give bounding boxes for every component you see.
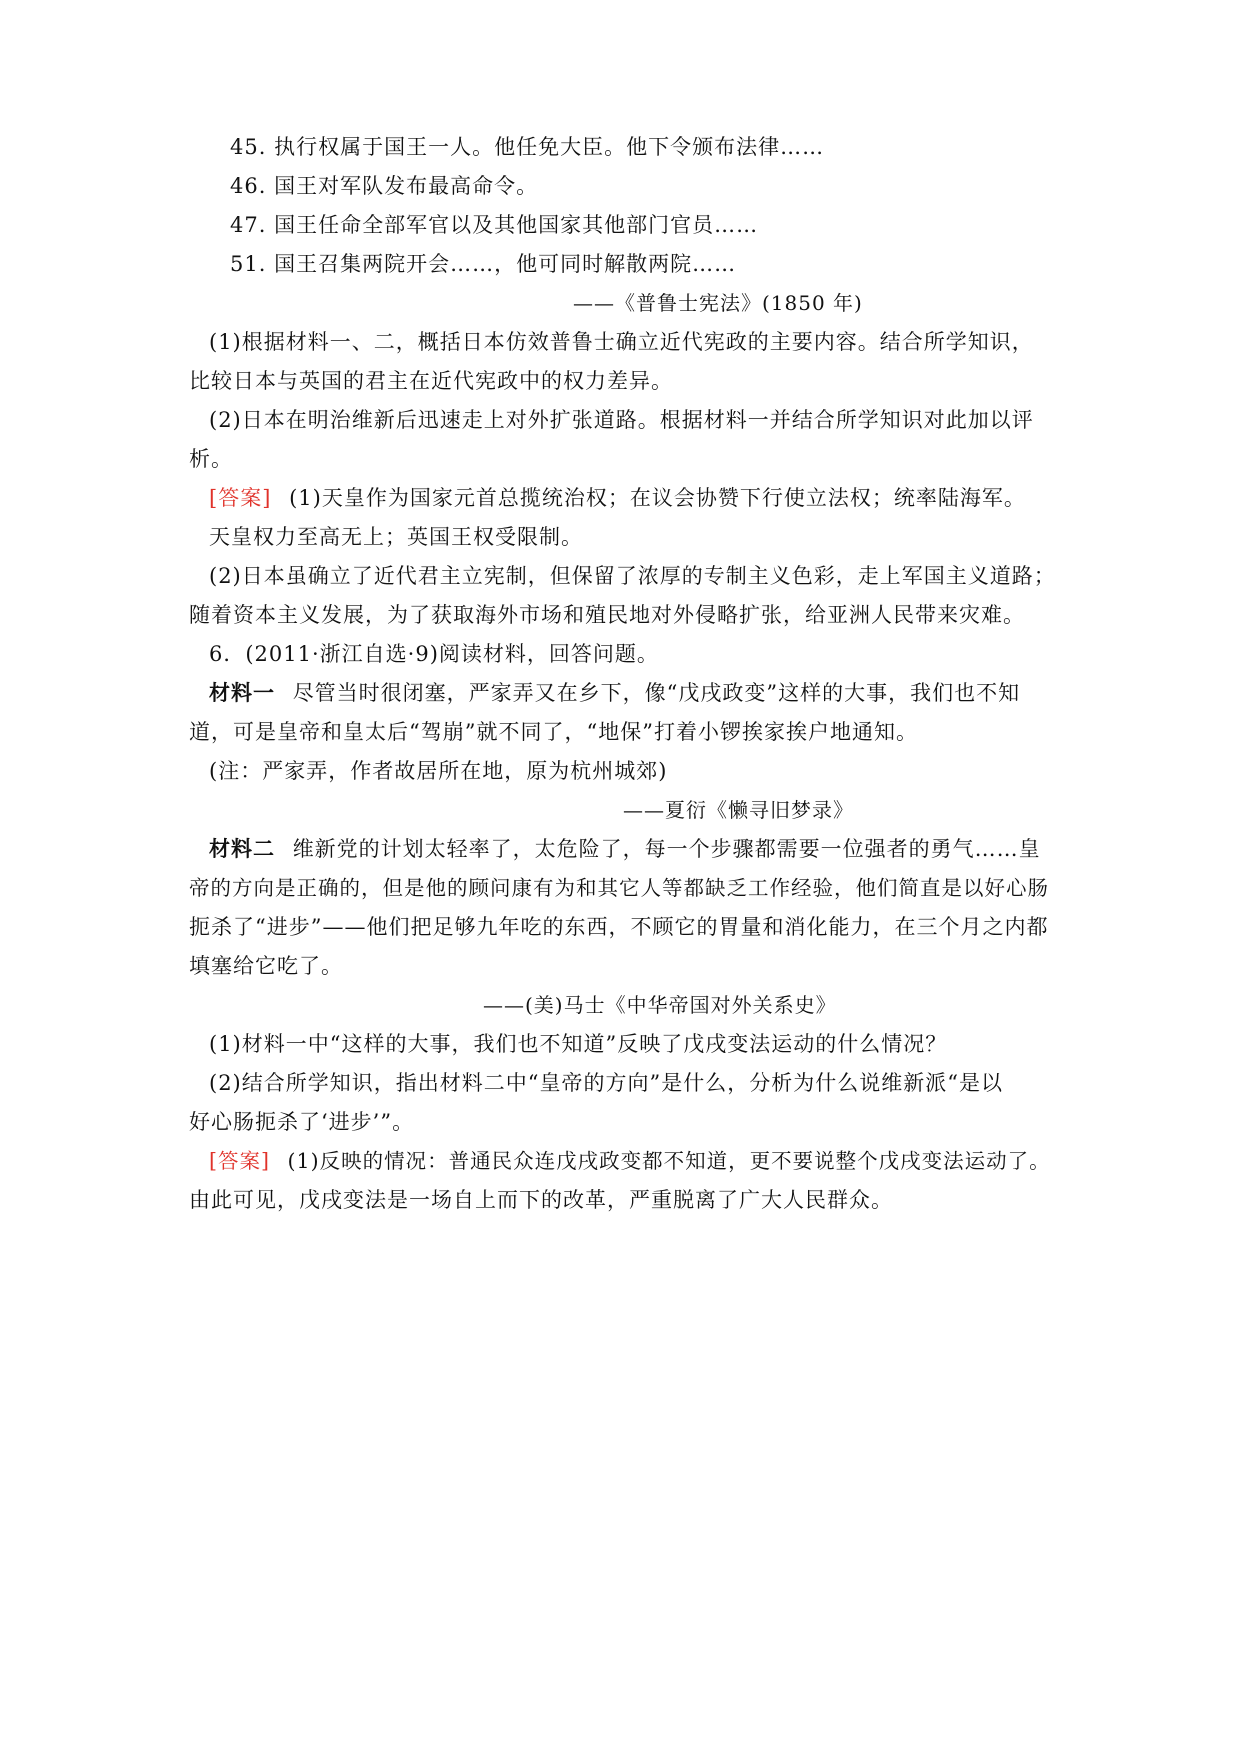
- answer-label: [答案]: [209, 486, 272, 510]
- question-6-heading: 6．(2011·浙江自选·9)阅读材料，回答问题。: [209, 642, 659, 666]
- question-6-1: (1)材料一中“这样的大事，我们也不知道”反映了戊戌变法运动的什么情况？: [209, 1032, 948, 1056]
- material-2-line-1: [209, 834, 1041, 864]
- material-1-text: 尽管当时很闭塞，严家弄又在乡下，像“戊戌政变”这样的大事，我们也不知: [292, 681, 1021, 705]
- question-1-line-1: (1)根据材料一、二，概括日本仿效普鲁士确立近代宪政的主要内容。结合所学知识，: [209, 330, 1034, 354]
- material-2-line-4: 填塞给它吃了。: [189, 954, 343, 978]
- material-1-source: ——夏衍《懒寻旧梦录》: [623, 798, 854, 822]
- article-45: 45. 执行权属于国王一人。他任免大臣。他下令颁布法律……: [230, 135, 825, 159]
- answer-2-line-1: (2)日本虽确立了近代君主立宪制，但保留了浓厚的专制主义色彩，走上军国主义道路；: [209, 564, 1056, 588]
- article-51: 51. 国王召集两院开会……，他可同时解散两院……: [230, 252, 737, 276]
- source-citation: ——《普鲁士宪法》(1850 年): [573, 291, 863, 315]
- material-2-label: 材料二: [209, 836, 275, 861]
- article-47: 47. 国王任命全部军官以及其他国家其他部门官员……: [230, 213, 759, 237]
- material-2-text: 维新党的计划太轻率了，太危险了，每一个步骤都需要一位强者的勇气……皇: [292, 837, 1041, 861]
- answer-6-line-2: 由此可见，戊戌变法是一场自上而下的改革，严重脱离了广大人民群众。: [189, 1188, 893, 1212]
- material-1-line-1: [209, 678, 1020, 708]
- article-46: 46. 国王对军队发布最高命令。: [230, 174, 539, 198]
- material-1-line-2: 道，可是皇帝和皇太后“驾崩”就不同了，“地保”打着小锣挨家挨户地通知。: [189, 720, 918, 744]
- material-2-line-3: 扼杀了“进步”——他们把足够九年吃的东西，不顾它的胃量和消化能力，在三个月之内都: [189, 915, 1049, 939]
- question-6-2-line-2: 好心肠扼杀了‘进步’”。: [189, 1110, 415, 1134]
- answer-text: (1)反映的情况：普通民众连戊戌政变都不知道，更不要说整个戊戌变法运动了。: [287, 1149, 1051, 1173]
- material-2-line-2: 帝的方向是正确的，但是他的顾问康有为和其它人等都缺乏工作经验，他们简直是以好心肠: [189, 876, 1049, 900]
- material-2-source: ——(美)马士《中华帝国对外关系史》: [483, 993, 837, 1017]
- question-6-2-line-1: (2)结合所学知识，指出材料二中“皇帝的方向”是什么，分析为什么说维新派“是以: [209, 1071, 1003, 1095]
- answer-text: (1)天皇作为国家元首总揽统治权；在议会协赞下行使立法权；统率陆海军。: [289, 486, 1026, 510]
- answer-2-line-2: 随着资本主义发展，为了获取海外市场和殖民地对外侵略扩张，给亚洲人民带来灾难。: [189, 603, 1025, 627]
- answer-6-line-1: [209, 1146, 1051, 1176]
- material-1-label: 材料一: [209, 680, 275, 705]
- question-2-line-2: 析。: [189, 447, 233, 471]
- answer-1-line-2: 天皇权力至高无上；英国王权受限制。: [209, 525, 583, 549]
- material-1-note: (注：严家弄，作者故居所在地，原为杭州城郊): [209, 759, 668, 783]
- answer-1-line-1: [209, 483, 1026, 513]
- question-2-line-1: (2)日本在明治维新后迅速走上对外扩张道路。根据材料一并结合所学知识对此加以评: [209, 408, 1034, 432]
- question-1-line-2: 比较日本与英国的君主在近代宪政中的权力差异。: [189, 369, 673, 393]
- answer-label: [答案]: [209, 1149, 270, 1173]
